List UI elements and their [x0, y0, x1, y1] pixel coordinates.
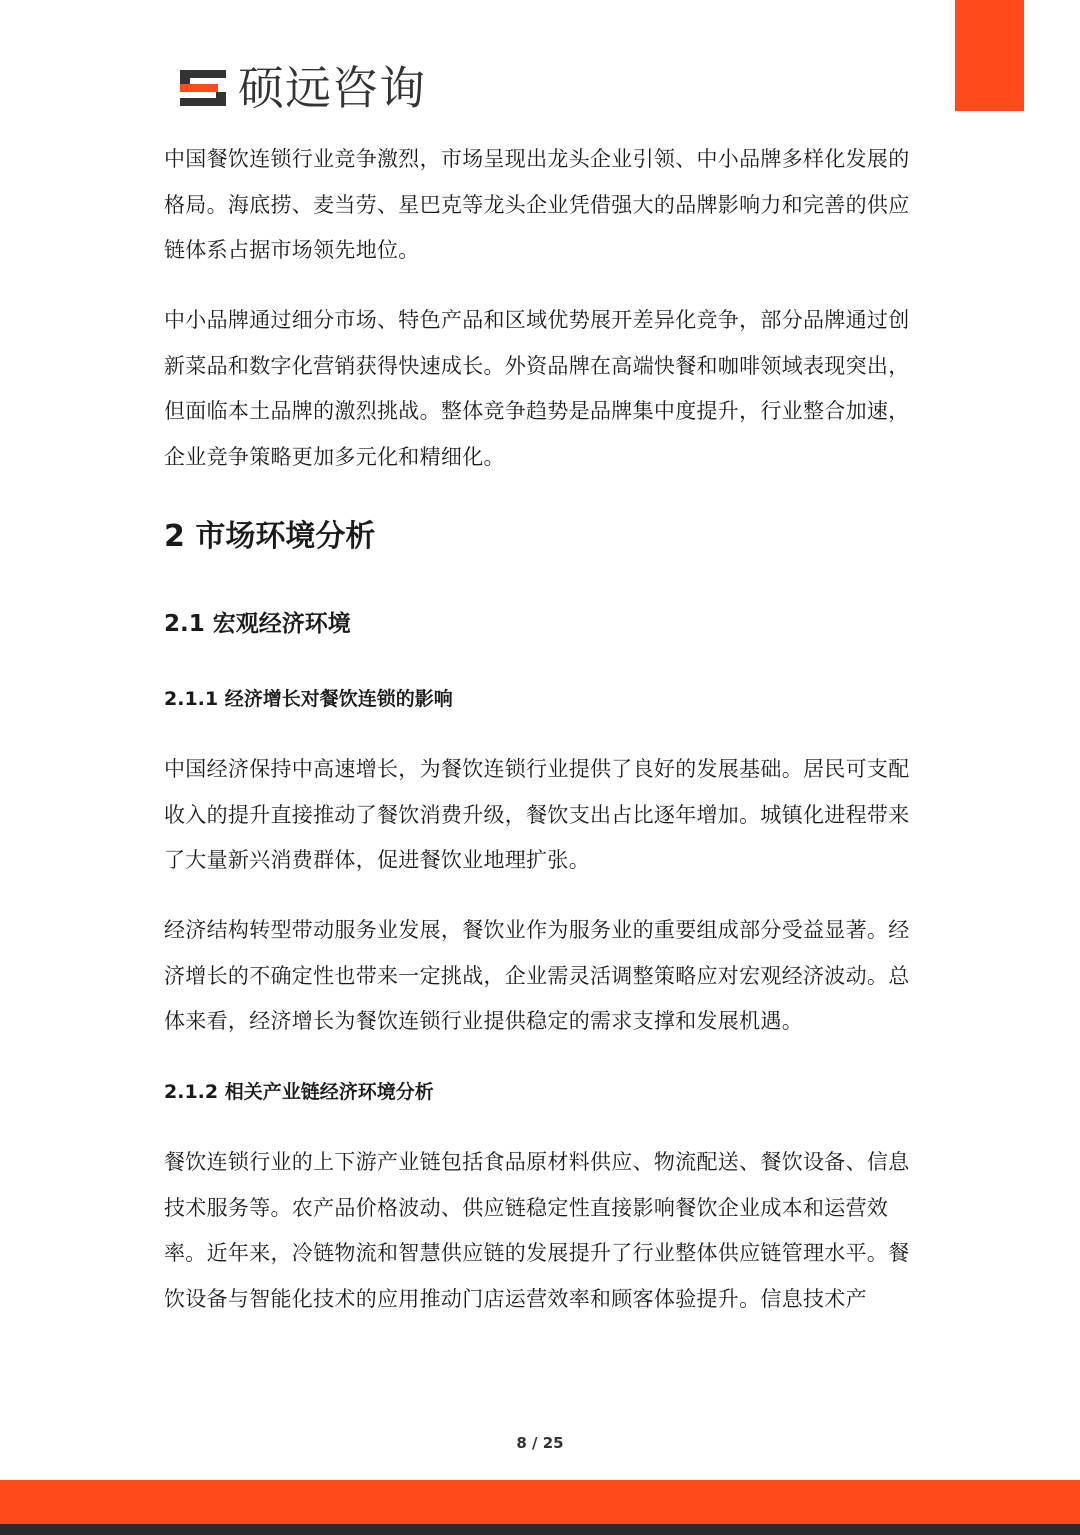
subsubsection-heading: 2.1.2 相关产业链经济环境分析: [164, 1081, 434, 1103]
section-heading: 2 市场环境分析: [164, 519, 376, 554]
body-paragraph: 中国经济保持中高速增长，为餐饮连锁行业提供了良好的发展基础。居民可支配收入的提升直接推动了餐饮消费升级，餐饮支出占比逐年增加。城镇化进程带来了大量新兴消费群体，促进餐饮业地理扩张。: [164, 757, 910, 872]
intro-paragraph-2-block: [164, 298, 924, 480]
s-square-logo-icon: [176, 66, 230, 110]
brand-logo: [176, 62, 426, 114]
footer-accent-bar: [0, 1480, 1080, 1524]
page-number: 8 / 25: [516, 1434, 564, 1452]
intro-paragraph-1-block: [164, 137, 924, 274]
section-2-1-2-paragraph-block: [164, 1140, 924, 1322]
body-paragraph: 餐饮连锁行业的上下游产业链包括食品原材料供应、物流配送、餐饮设备、信息技术服务等。农产品价格波动、供应链稳定性直接影响餐饮企业成本和运营效率。近年来，冷链物流和智慧供应链的发展提升了行业整体供应链管理水平。餐饮设备与智能化技术的应用推动门店运营效率和顾客体验提升。信息技术产: [164, 1150, 910, 1311]
section-2-1-1-heading-block: [164, 685, 924, 713]
intro-paragraph: 中国餐饮连锁行业竞争激烈，市场呈现出龙头企业引领、中小品牌多样化发展的格局。海底捞、麦当劳、星巴克等龙头企业凭借强大的品牌影响力和完善的供应链体系占据市场领先地位。: [164, 147, 910, 262]
section-2-1-1-paragraph-1-block: [164, 747, 924, 884]
body-paragraph: 经济结构转型带动服务业发展，餐饮业作为服务业的重要组成部分受益显著。经济增长的不确定性也带来一定挑战，企业需灵活调整策略应对宏观经济波动。总体来看，经济增长为餐饮连锁行业提供稳定的需求支撑和发展机遇。: [164, 918, 910, 1033]
corner-accent-block: [955, 0, 1024, 111]
subsubsection-heading: 2.1.1 经济增长对餐饮连锁的影响: [164, 688, 453, 710]
subsection-heading: 2.1 宏观经济环境: [164, 611, 351, 637]
brand-name: 硕远咨询: [238, 61, 426, 115]
section-2-1-heading-block: [164, 608, 924, 640]
intro-paragraph: 中小品牌通过细分市场、特色产品和区域优势展开差异化竞争，部分品牌通过创新菜品和数字化营销获得快速成长。外资品牌在高端快餐和咖啡领域表现突出，但面临本土品牌的激烈挑战。整体竞争趋势是品牌集中度提升，行业整合加速，企业竞争策略更加多元化和精细化。: [164, 308, 910, 469]
section-2-1-2-heading-block: [164, 1078, 924, 1106]
footer-dark-strip: [0, 1524, 1080, 1535]
section-2-1-1-paragraph-2-block: [164, 908, 924, 1045]
section-2-heading-block: [164, 517, 924, 557]
